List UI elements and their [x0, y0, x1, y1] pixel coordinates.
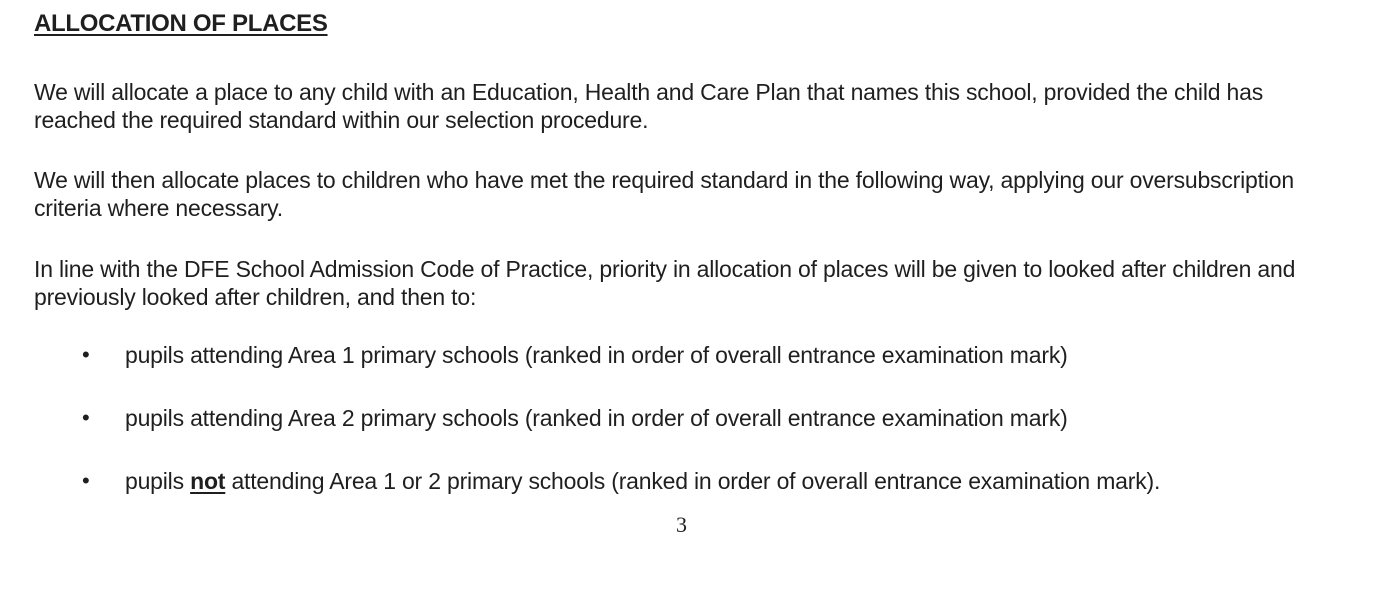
page-number: 3 — [676, 512, 687, 537]
paragraph-ehcp-allocation: We will allocate a place to any child with an Education, Health and Care Plan that names this school, provided the child has reached the required standard within our selection procedure. — [34, 79, 1263, 133]
bullet-icon: • — [82, 405, 90, 430]
bullet-icon: • — [82, 342, 90, 367]
paragraph-standard-allocation: We will then allocate places to children who have met the required standard in the following way, applying our oversubscription criteria where necessary. — [34, 167, 1294, 221]
section-heading: ALLOCATION OF PLACES — [34, 10, 328, 37]
list-item-text: pupils attending Area 1 primary schools (ranked in order of overall entrance examination mark) — [125, 342, 1068, 368]
paragraph-priority-order: In line with the DFE School Admission Code of Practice, priority in allocation of places will be given to looked after children and previously looked after children, and then to: — [34, 256, 1296, 310]
emphasis-not: not — [190, 468, 226, 494]
bullet-icon: • — [82, 468, 90, 493]
list-item-text: pupils not attending Area 1 or 2 primary schools (ranked in order of overall entrance examination mark). — [125, 468, 1161, 494]
list-item-text: pupils attending Area 2 primary schools (ranked in order of overall entrance examination mark) — [125, 405, 1068, 431]
